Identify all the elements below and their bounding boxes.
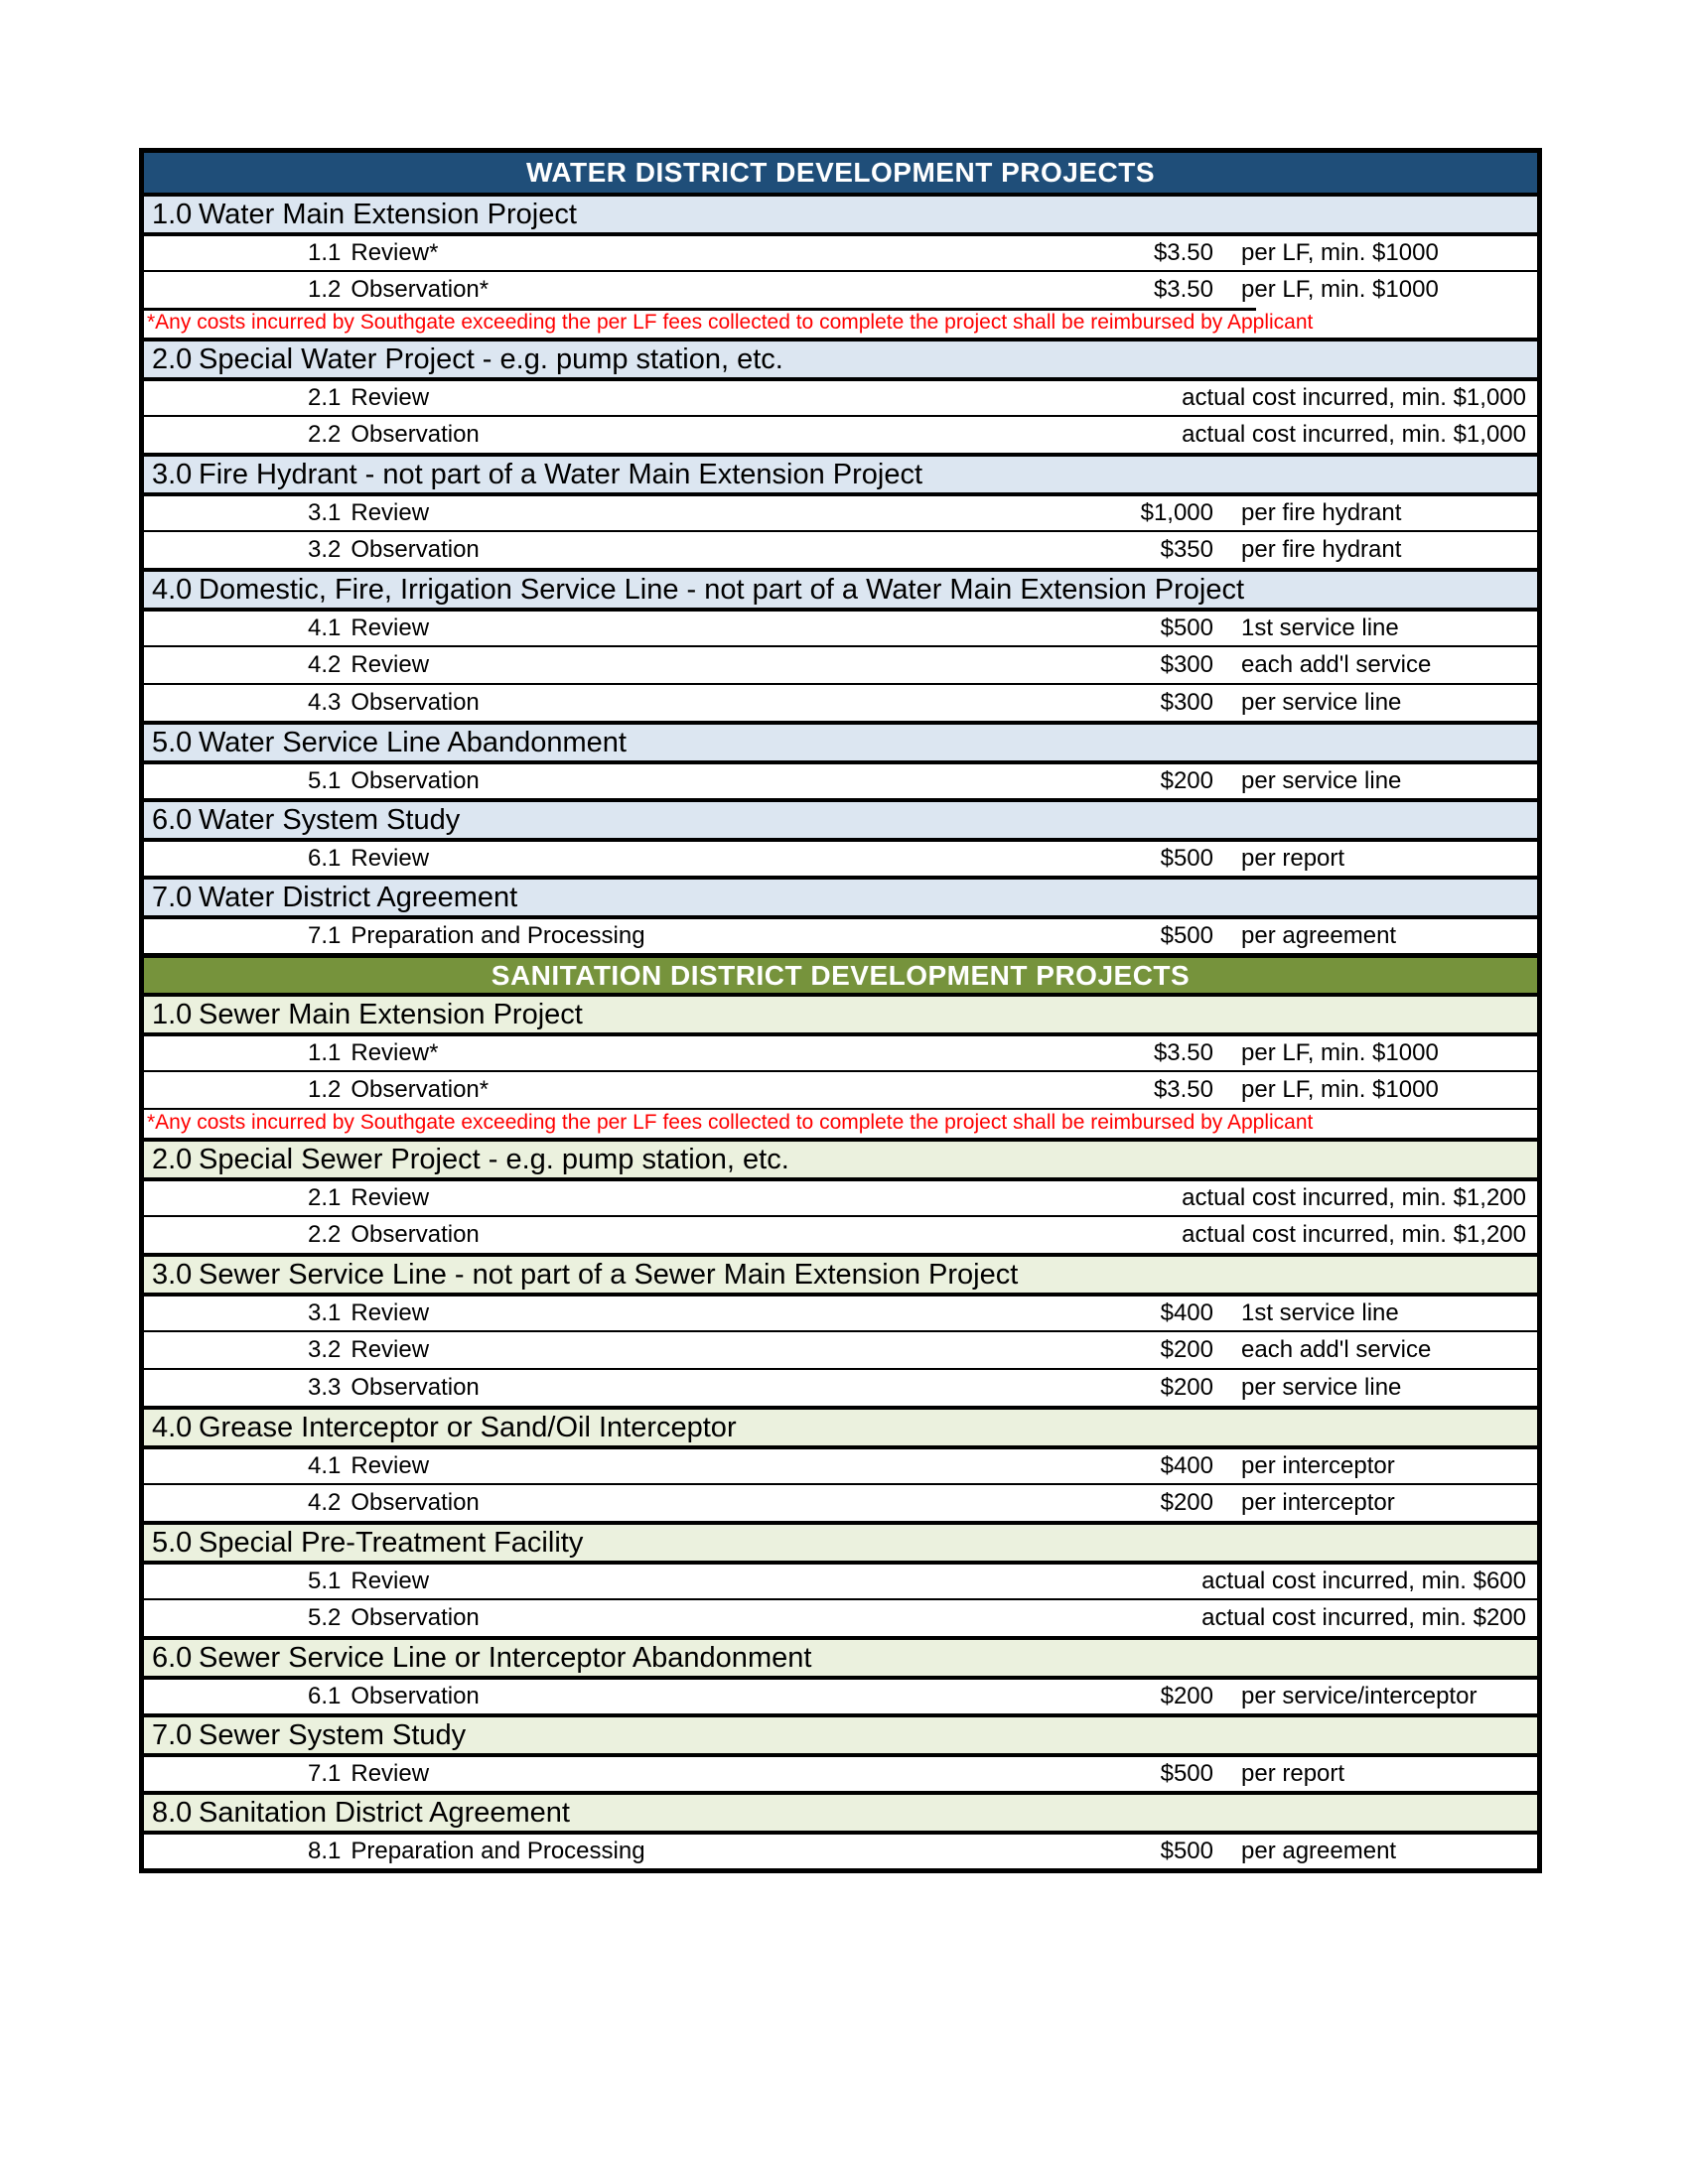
fee-value: $200 — [1160, 1683, 1213, 1709]
fee-unit: per interceptor — [1241, 1489, 1395, 1516]
item-row — [144, 270, 1537, 308]
item-row — [144, 1032, 1537, 1070]
item-number: 5.2 — [308, 1604, 342, 1631]
fee-unit: per service line — [1241, 767, 1402, 794]
fee-unit: 1st service line — [1241, 614, 1399, 641]
item-label: Review — [351, 499, 430, 526]
item-row — [144, 1368, 1537, 1406]
section-label: Water Main Extension Project — [199, 198, 577, 230]
section-number: 6.0 — [152, 803, 193, 836]
item-number: 6.1 — [308, 1683, 342, 1709]
section-label: Special Pre-Treatment Facility — [199, 1526, 584, 1559]
fee-value: $1,000 — [1140, 499, 1213, 526]
item-number: 5.1 — [308, 767, 342, 794]
water-table-rows — [144, 193, 1537, 953]
fee-unit: 1st service line — [1241, 1299, 1399, 1326]
fee-unit: per LF, min. $1000 — [1241, 1076, 1439, 1103]
section-number: 6.0 — [152, 1641, 193, 1674]
fee-value: $3.50 — [1153, 1076, 1213, 1103]
item-number: 1.1 — [308, 239, 342, 266]
item-number: 4.2 — [308, 1489, 342, 1516]
section-number: 3.0 — [152, 458, 193, 490]
item-label: Preparation and Processing — [351, 922, 645, 949]
section-row — [144, 568, 1537, 608]
fee-value: $500 — [1160, 1838, 1213, 1864]
item-label: Review* — [351, 239, 439, 266]
fee-unit: per report — [1241, 1760, 1345, 1787]
section-number: 4.0 — [152, 573, 193, 606]
section-number: 5.0 — [152, 1526, 193, 1559]
item-number: 6.1 — [308, 845, 342, 872]
fee-value-wide: actual cost incurred, min. $1,000 — [1182, 384, 1526, 411]
item-number: 4.3 — [308, 689, 342, 716]
item-label: Observation — [351, 1683, 480, 1709]
item-row — [144, 1330, 1537, 1368]
section-number: 1.0 — [152, 198, 193, 230]
item-number: 3.2 — [308, 536, 342, 563]
fee-unit: each add'l service — [1241, 651, 1432, 678]
section-number: 7.0 — [152, 1718, 193, 1751]
row-divider — [144, 308, 1256, 311]
item-number: 3.3 — [308, 1374, 342, 1401]
fee-value-wide: actual cost incurred, min. $1,000 — [1182, 421, 1526, 448]
fee-unit: per LF, min. $1000 — [1241, 276, 1439, 303]
fee-value: $400 — [1160, 1299, 1213, 1326]
section-label: Sewer System Study — [199, 1718, 467, 1751]
section-row — [144, 798, 1537, 838]
item-row — [144, 760, 1537, 798]
item-label: Observation — [351, 1489, 480, 1516]
fee-value-wide: actual cost incurred, min. $600 — [1201, 1568, 1526, 1594]
fee-value: $500 — [1160, 614, 1213, 641]
item-row — [144, 1753, 1537, 1791]
fee-value: $200 — [1160, 1374, 1213, 1401]
item-number: 3.1 — [308, 1299, 342, 1326]
fee-value: $300 — [1160, 689, 1213, 716]
note-text: *Any costs incurred by Southgate exceeding the per LF fees collected to complete the project shall be reimbursed by Applicant — [147, 311, 1314, 334]
item-label: Observation — [351, 536, 480, 563]
fee-unit: per agreement — [1241, 922, 1397, 949]
fee-value: $400 — [1160, 1452, 1213, 1479]
item-label: Review — [351, 845, 430, 872]
item-number: 3.2 — [308, 1336, 342, 1363]
fee-unit: per fire hydrant — [1241, 536, 1402, 563]
item-row — [144, 492, 1537, 530]
item-label: Observation — [351, 1221, 480, 1248]
fee-unit: each add'l service — [1241, 1336, 1432, 1363]
section-label: Sanitation District Agreement — [199, 1796, 570, 1829]
item-row — [144, 1215, 1537, 1253]
section-row — [144, 1253, 1537, 1293]
section-row — [144, 876, 1537, 915]
item-label: Observation* — [351, 276, 490, 303]
section-row — [144, 1521, 1537, 1561]
fee-unit: per service line — [1241, 1374, 1402, 1401]
fee-value: $500 — [1160, 922, 1213, 949]
section-row — [144, 338, 1537, 377]
fee-value: $3.50 — [1153, 276, 1213, 303]
note-row — [144, 308, 1537, 338]
fee-unit: per LF, min. $1000 — [1241, 1039, 1439, 1066]
item-row — [144, 1598, 1537, 1636]
note-text: *Any costs incurred by Southgate exceeding the per LF fees collected to complete the project shall be reimbursed by Applicant — [147, 1111, 1314, 1134]
item-label: Observation — [351, 1374, 480, 1401]
item-number: 2.2 — [308, 421, 342, 448]
item-row — [144, 377, 1537, 415]
item-label: Review — [351, 1760, 430, 1787]
item-row — [144, 1293, 1537, 1330]
item-number: 1.2 — [308, 1076, 342, 1103]
item-row — [144, 415, 1537, 453]
item-label: Review — [351, 1299, 430, 1326]
section-number: 2.0 — [152, 342, 193, 375]
fee-value-wide: actual cost incurred, min. $200 — [1201, 1604, 1526, 1631]
item-number: 7.1 — [308, 1760, 342, 1787]
note-row — [144, 1108, 1537, 1138]
section-label: Grease Interceptor or Sand/Oil Interceptor — [199, 1411, 737, 1443]
item-row — [144, 530, 1537, 568]
item-number: 8.1 — [308, 1838, 342, 1864]
section-label: Special Water Project - e.g. pump station, etc. — [199, 342, 783, 375]
item-row — [144, 683, 1537, 721]
item-label: Observation — [351, 1604, 480, 1631]
item-label: Review — [351, 1452, 430, 1479]
item-row — [144, 1831, 1537, 1868]
section-number: 5.0 — [152, 726, 193, 758]
section-label: Sewer Main Extension Project — [199, 998, 583, 1030]
item-row — [144, 1483, 1537, 1521]
item-label: Review — [351, 384, 430, 411]
fee-value: $300 — [1160, 651, 1213, 678]
section-label: Water System Study — [199, 803, 461, 836]
section-number: 8.0 — [152, 1796, 193, 1829]
item-number: 4.1 — [308, 614, 342, 641]
item-number: 2.1 — [308, 1184, 342, 1211]
sanitation-table-rows — [144, 993, 1537, 1868]
fee-value-wide: actual cost incurred, min. $1,200 — [1182, 1184, 1526, 1211]
section-number: 4.0 — [152, 1411, 193, 1443]
item-row — [144, 645, 1537, 683]
item-row — [144, 915, 1537, 953]
item-number: 2.1 — [308, 384, 342, 411]
fee-unit: per agreement — [1241, 1838, 1397, 1864]
section-label: Domestic, Fire, Irrigation Service Line - not part of a Water Main Extension Project — [199, 573, 1245, 606]
fee-value: $200 — [1160, 767, 1213, 794]
fee-schedule-table — [139, 148, 1542, 1873]
fee-value: $500 — [1160, 1760, 1213, 1787]
fee-value: $500 — [1160, 845, 1213, 872]
section-row — [144, 721, 1537, 760]
fee-value: $350 — [1160, 536, 1213, 563]
fee-unit: per interceptor — [1241, 1452, 1395, 1479]
item-row — [144, 1561, 1537, 1598]
section-row — [144, 1791, 1537, 1831]
fee-unit: per fire hydrant — [1241, 499, 1402, 526]
item-label: Review* — [351, 1039, 439, 1066]
item-row — [144, 838, 1537, 876]
fee-unit: per report — [1241, 845, 1345, 872]
item-label: Observation — [351, 767, 480, 794]
item-number: 7.1 — [308, 922, 342, 949]
item-number: 1.1 — [308, 1039, 342, 1066]
item-number: 4.2 — [308, 651, 342, 678]
item-label: Review — [351, 1336, 430, 1363]
item-row — [144, 608, 1537, 645]
item-label: Review — [351, 1568, 430, 1594]
row-divider — [144, 1108, 1537, 1110]
section-row — [144, 1138, 1537, 1177]
section-number: 2.0 — [152, 1143, 193, 1175]
item-label: Review — [351, 651, 430, 678]
section-row — [144, 1713, 1537, 1753]
section-label: Sewer Service Line - not part of a Sewer Main Extension Project — [199, 1258, 1019, 1291]
fee-value: $3.50 — [1153, 239, 1213, 266]
item-label: Review — [351, 614, 430, 641]
fee-value: $200 — [1160, 1489, 1213, 1516]
sanitation-table-title: SANITATION DISTRICT DEVELOPMENT PROJECTS — [144, 953, 1537, 993]
section-row — [144, 193, 1537, 232]
item-row — [144, 1676, 1537, 1713]
item-number: 4.1 — [308, 1452, 342, 1479]
section-number: 1.0 — [152, 998, 193, 1030]
section-row — [144, 1406, 1537, 1445]
fee-unit: per service/interceptor — [1241, 1683, 1477, 1709]
item-row — [144, 1177, 1537, 1215]
item-number: 3.1 — [308, 499, 342, 526]
fee-value-wide: actual cost incurred, min. $1,200 — [1182, 1221, 1526, 1248]
fee-unit: per LF, min. $1000 — [1241, 239, 1439, 266]
item-label: Observation — [351, 689, 480, 716]
section-number: 3.0 — [152, 1258, 193, 1291]
item-label: Review — [351, 1184, 430, 1211]
fee-value: $200 — [1160, 1336, 1213, 1363]
item-label: Observation — [351, 421, 480, 448]
fee-value: $3.50 — [1153, 1039, 1213, 1066]
section-label: Water Service Line Abandonment — [199, 726, 627, 758]
section-row — [144, 993, 1537, 1032]
water-table-title: WATER DISTRICT DEVELOPMENT PROJECTS — [144, 153, 1537, 193]
section-number: 7.0 — [152, 881, 193, 913]
item-number: 2.2 — [308, 1221, 342, 1248]
item-row — [144, 1070, 1537, 1108]
item-row — [144, 232, 1537, 270]
section-row — [144, 1636, 1537, 1676]
section-row — [144, 453, 1537, 492]
fee-unit: per service line — [1241, 689, 1402, 716]
item-number: 5.1 — [308, 1568, 342, 1594]
section-label: Special Sewer Project - e.g. pump station, etc. — [199, 1143, 789, 1175]
item-label: Observation* — [351, 1076, 490, 1103]
section-label: Water District Agreement — [199, 881, 518, 913]
item-label: Preparation and Processing — [351, 1838, 645, 1864]
item-row — [144, 1445, 1537, 1483]
item-number: 1.2 — [308, 276, 342, 303]
section-label: Sewer Service Line or Interceptor Abandonment — [199, 1641, 812, 1674]
section-label: Fire Hydrant - not part of a Water Main Extension Project — [199, 458, 923, 490]
